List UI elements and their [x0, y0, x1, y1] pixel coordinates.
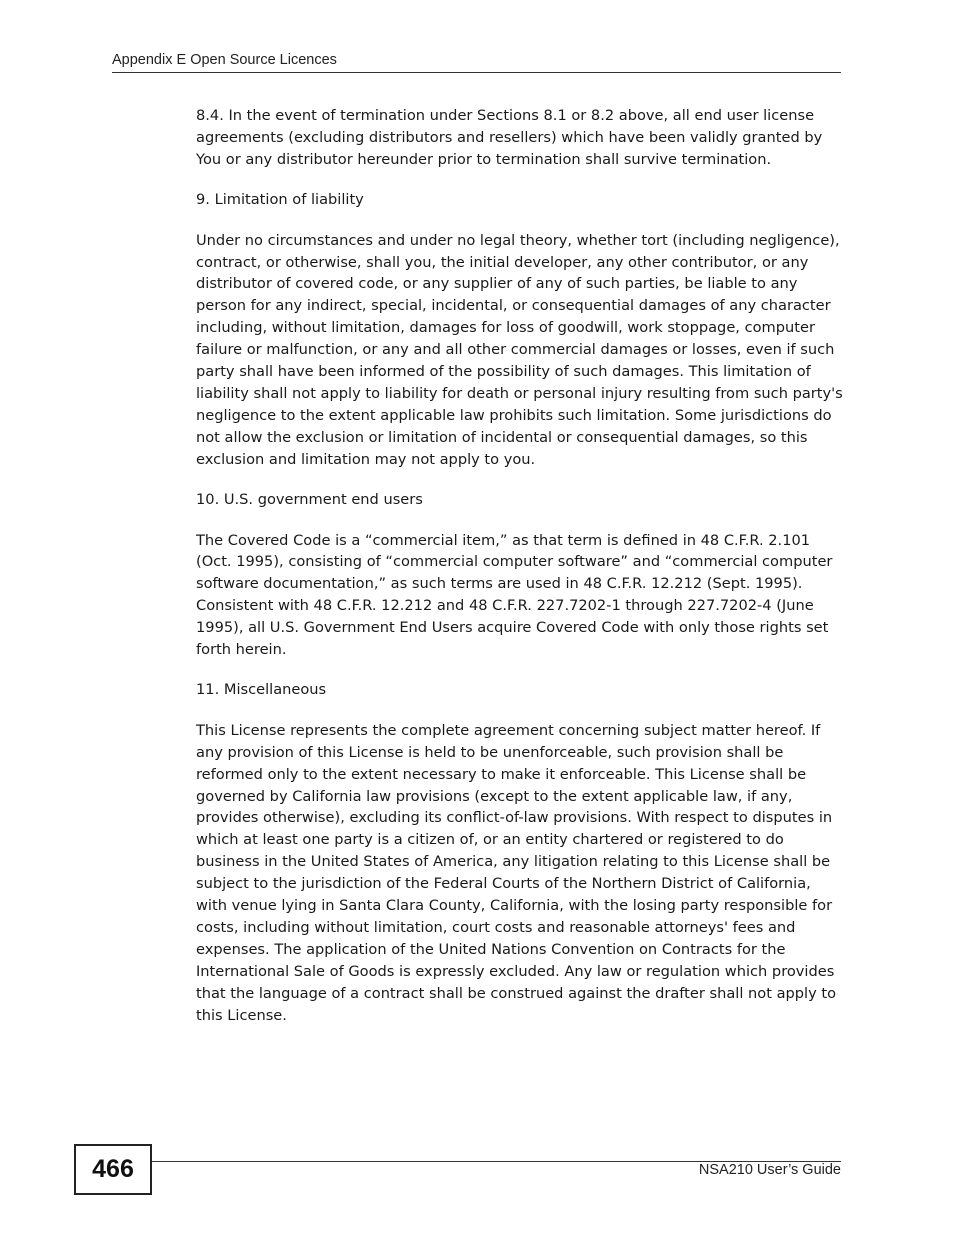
- paragraph-miscellaneous: This License represents the complete agreement concerning subject matter hereof. If any provision of this License is held to be unenforceable, such provision shall be reformed only to the extent necessary to make it enforceable. This License shall be governed by California law provisions (except to the extent applicable law, if any, provides otherwise), excluding its conflict-of-law provisions. With respect to disputes in which at least one party is a citizen of, or an entity chartered or registered to do business in the United States of America, any litigation relating to this License shall be subject to the jurisdiction of the Federal Courts of the Northern District of California, with venue lying in Santa Clara County, California, with the losing party responsible for costs, including without limitation, court costs and reasonable attorneys' fees and expenses. The application of the United Nations Convention on Contracts for the International Sale of Goods is expressly excluded. Any law or regulation which provides that the language of a contract shall be construed against the drafter shall not apply to this License.: [196, 721, 837, 1024]
- page-number: 466: [74, 1144, 152, 1195]
- guide-title: NSA210 User’s Guide: [698, 1162, 841, 1178]
- paragraph-termination-8-4: 8.4. In the event of termination under Sections 8.1 or 8.2 above, all end user license agreements (excluding distributors and resellers) which have been validly granted by You or any distributor hereunder prior to termination shall survive termination.: [196, 107, 823, 168]
- section-heading-limitation-of-liability: 9. Limitation of liability: [196, 191, 364, 209]
- paragraph-limitation-of-liability: Under no circumstances and under no legal theory, whether tort (including negligence), contract, or otherwise, shall you, the initial developer, any other contributor, or any distributor of covered code, or any supplier of any of such parties, be liable to any person for any indirect, special, incidental, or consequential damages of any character including, without limitation, damages for loss of goodwill, work stoppage, computer failure or malfunction, or any and all other commercial damages or losses, even if such party shall have been informed of the possibility of such damages. This limitation of liability shall not apply to liability for death or personal injury resulting from such party's negligence to the extent applicable law prohibits such limitation. Some jurisdictions do not allow the exclusion or limitation of incidental or consequential damages, so this exclusion and limitation may not apply to you.: [196, 231, 843, 468]
- running-header: Appendix E Open Source Licences: [112, 52, 337, 68]
- section-heading-miscellaneous: 11. Miscellaneous: [196, 681, 327, 699]
- paragraph-government-end-users: The Covered Code is a “commercial item,” as that term is defined in 48 C.F.R. 2.101 (Oct. 1995), consisting of “commercial computer software” and “commercial computer software documentation,” as such terms are used in 48 C.F.R. 12.212 (Sept. 1995). Consistent with 48 C.F.R. 12.212 and 48 C.F.R. 227.7202-1 through 227.7202-4 (June 1995), all U.S. Government End Users acquire Covered Code with only those rights set forth herein.: [196, 531, 833, 659]
- section-heading-government-end-users: 10. U.S. government end users: [196, 491, 423, 509]
- header-divider: [112, 72, 841, 73]
- document-body: [196, 105, 846, 1045]
